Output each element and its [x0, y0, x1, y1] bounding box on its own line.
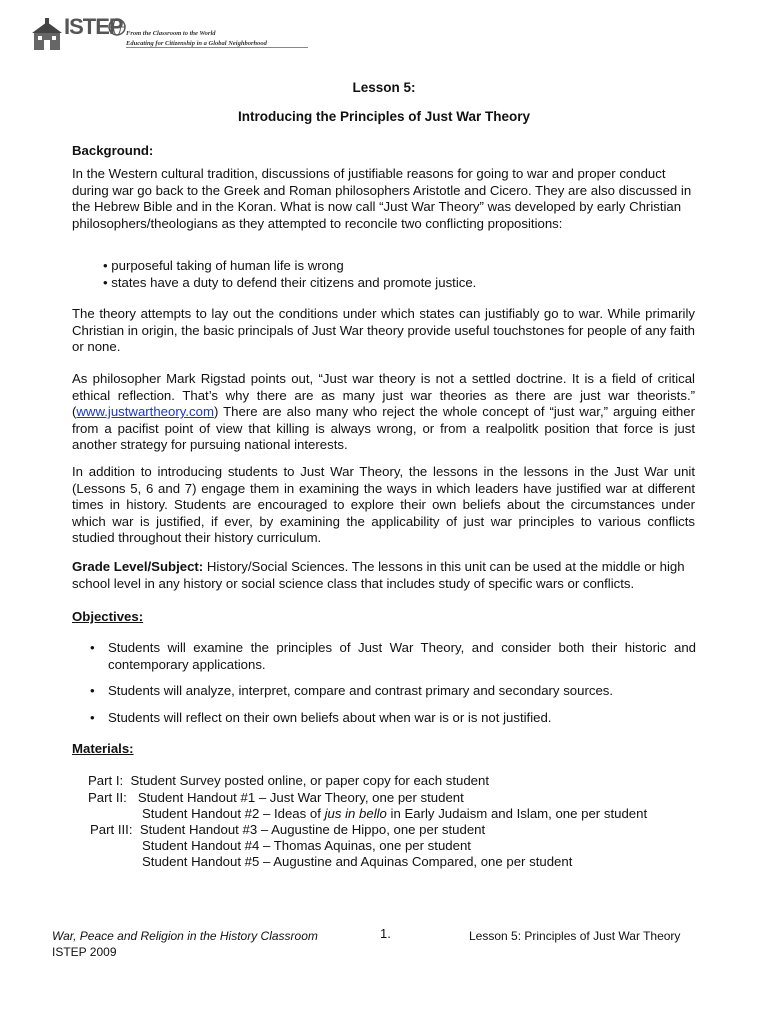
materials-heading: Materials: — [72, 741, 134, 756]
lesson-number: Lesson 5: — [352, 80, 416, 95]
bullet-glyph: • — [103, 258, 112, 273]
footer-year: ISTEP 2009 — [52, 945, 117, 959]
objective-item — [90, 710, 696, 727]
bullet-glyph: • — [90, 683, 95, 698]
footer-publication: War, Peace and Religion in the History Classroom — [52, 929, 318, 943]
istep-logo — [30, 14, 310, 60]
background-para-2: The theory attempts to lay out the conditions under which states can justifiably go to war. While primarily Christian in origin, the basic principals of Just War theory provide useful touchstones for people of any faith or none. — [72, 306, 695, 355]
schoolhouse-icon — [30, 18, 64, 52]
materials-part-2: Part II: Student Handout #1 – Just War Theory, one per student — [88, 790, 464, 805]
handout-2-text-a: Student Handout #2 – Ideas of — [142, 806, 325, 821]
materials-part-3: Part III: Student Handout #3 – Augustine de Hippo, one per student — [90, 822, 486, 837]
materials-part-1: Part I: Student Survey posted online, or paper copy for each student — [88, 773, 489, 788]
logo-wordmark: ISTEP — [64, 14, 123, 39]
objective-text: Students will examine the principles of Just War Theory, and consider both their historic and contemporary applications. — [108, 640, 696, 672]
globe-icon — [108, 18, 126, 36]
para-3-text-a: As philosopher Mark Rigstad points out, “Just war theory is not a settled doctrine. It is a field of critical ethical reflection. That’s why there are as many just war theories as there are just war theorists.” ( — [72, 371, 695, 420]
objective-item — [90, 640, 696, 673]
bullet-glyph: • — [90, 710, 95, 725]
objective-item — [90, 683, 696, 700]
background-para-4: In addition to introducing students to Just War Theory, the lessons in the lessons in the Just War unit (Lessons 5, 6 and 7) engage them in examining the ways in which leaders have justified war at different times in history. Students are encouraged to explore their own beliefs about the circumstances under which war is justified, if ever, by examining the applicability of just war principles to various conflicts studied throughout their history curriculum. — [72, 464, 695, 546]
bullet-text: purposeful taking of human life is wrong — [111, 258, 344, 273]
objective-text: Students will analyze, interpret, compare and contrast primary and secondary sources. — [108, 683, 614, 698]
jus-in-bello-term: jus in bello — [324, 806, 387, 821]
bullet-item — [103, 258, 344, 275]
lesson-title: Introducing the Principles of Just War Theory — [237, 109, 531, 124]
bullet-text: states have a duty to defend their citizens and promote justice. — [111, 275, 477, 290]
logo-tagline-1: From the Classroom to the World — [126, 30, 216, 37]
materials-handout-2 — [142, 806, 647, 823]
grade-level-label: Grade Level/Subject: — [72, 559, 204, 574]
para-3-text-b: ) There are also many who reject the whole concept of “just war,” arguing either from a pacifist point of view that killing is always wrong, or from a realpolitk position that force is just another strategy for pursuing national interests. — [72, 404, 695, 453]
objective-text: Students will reflect on their own beliefs about when war is or is not justified. — [108, 710, 552, 725]
logo-tagline-2: Educating for Citizenship in a Global Neighborhood — [126, 40, 267, 47]
bullet-glyph: • — [90, 640, 95, 655]
materials-handout-4: Student Handout #4 – Thomas Aquinas, one per student — [142, 838, 471, 853]
bullet-glyph: • — [103, 275, 112, 290]
footer-lesson-title: Lesson 5: Principles of Just War Theory — [469, 929, 681, 943]
background-heading: Background: — [72, 143, 154, 158]
justwartheory-link[interactable]: www.justwartheory.com — [76, 404, 214, 420]
grade-level-paragraph — [72, 559, 695, 592]
handout-2-text-b: in Early Judaism and Islam, one per student — [386, 806, 648, 821]
objectives-heading: Objectives: — [72, 609, 144, 624]
materials-handout-5: Student Handout #5 – Augustine and Aquinas Compared, one per student — [142, 854, 573, 869]
background-para-1: In the Western cultural tradition, discussions of justifiable reasons for going to war and proper conduct during war go back to the Greek and Roman philosophers Aristotle and Cicero. They are also discussed in the Hebrew Bible and in the Koran. What is now call “Just War Theory” was developed by early Christian philosophers/theologians as they attempted to reconcile two conflicting propositions: — [72, 166, 692, 231]
page-number: 1. — [380, 926, 391, 941]
grade-level-text: History/Social Sciences. The lessons in this unit can be used at the middle or high school level in any history or social science class that includes study of specific wars or conflicts. — [72, 559, 685, 591]
logo-rule — [126, 47, 308, 48]
background-para-3 — [72, 371, 695, 454]
bullet-item — [103, 275, 476, 292]
